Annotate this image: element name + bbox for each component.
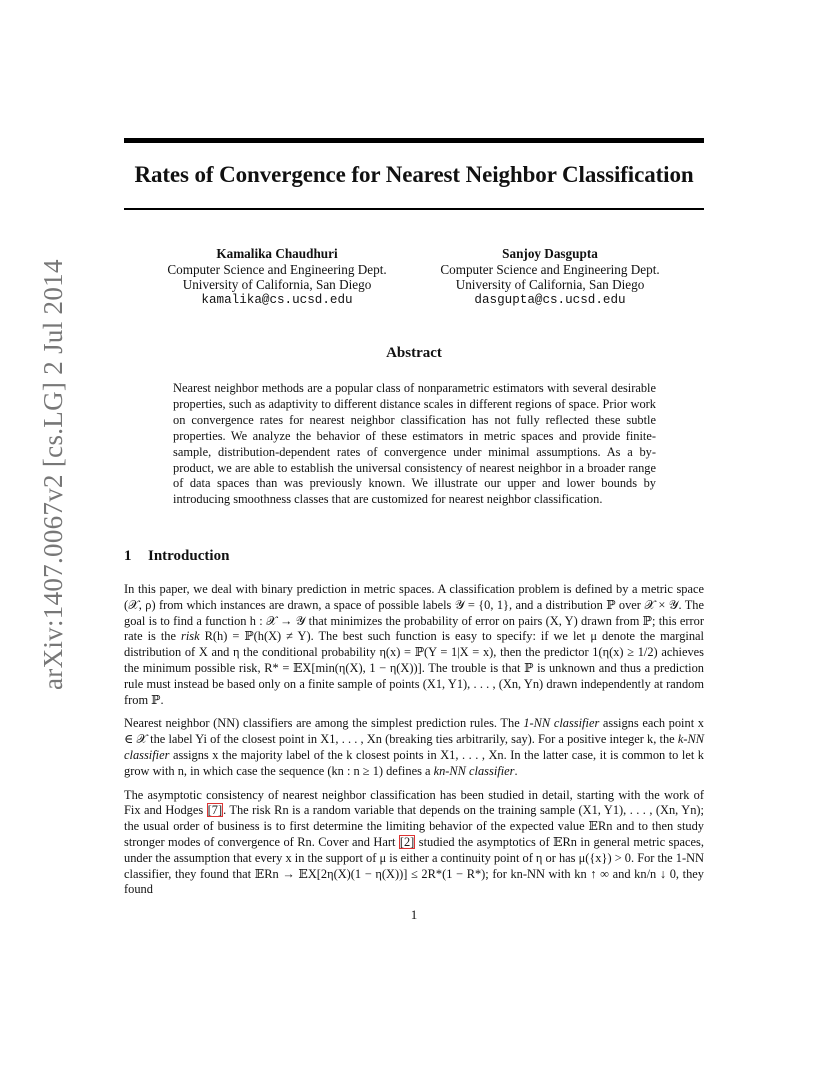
author-block-1: [147, 246, 407, 308]
title-top-rule: [124, 138, 704, 143]
section-title: Introduction: [148, 548, 230, 564]
arxiv-side-stamp: arXiv:1407.0067v2 [cs.LG] 2 Jul 2014: [38, 259, 68, 690]
paragraph-2: [124, 716, 704, 779]
citation-link[interactable]: [2]: [399, 834, 415, 849]
term-1nn: 1-NN classifier: [523, 716, 600, 731]
title-bottom-rule: [124, 208, 704, 210]
author-name: Sanjoy Dasgupta: [502, 246, 598, 261]
text-span: In this paper, we deal with binary prediction in metric spaces. A classification problem is defined by a metric space (𝒳, ρ) from which instances are drawn, a space of possible labels 𝒴 = {0, 1}, and a distribution ℙ over 𝒳 × 𝒴. The goal is to find a function h : 𝒳 → 𝒴 that minimizes the probability of error on pairs (X, Y) drawn from ℙ; this error rate is the: [124, 582, 704, 644]
author-univ: University of California, San Diego: [455, 277, 645, 292]
page-number: 1: [410, 907, 418, 922]
text-span: R(h) = ℙ(h(X) ≠ Y). The best such function is easy to specify: if we let μ denote the marginal distribution of X and η the conditional probability η(x) = ℙ(Y = 1|X = x), then the predictor 1(η(x) ≥ 1/2) achieves the minimum possible risk, R* = 𝔼X[min(η(X), 1 − η(X))]. The trouble is that ℙ is unknown and thus a prediction rule must instead be based only on a finite sample of points (X1, Y1), . . . , (Xn, Yn) drawn independently at random from ℙ.: [124, 629, 704, 707]
text-span: The asymptotic consistency of nearest neighbor classification has been studied in detail, starting with the work of Fix and Hodges: [124, 787, 704, 818]
text-span: .: [514, 763, 518, 778]
text-span: Nearest neighbor (NN) classifiers are among the simplest prediction rules. The: [124, 716, 524, 731]
body-text: [124, 582, 704, 906]
author-dept: Computer Science and Engineering Dept.: [167, 261, 387, 277]
abstract-text: Nearest neighbor methods are a popular class of nonparametric estimators with several desirable properties, such as adaptivity to different distance scales in different regions of space. Prior work on convergence rates for nearest neighbor classification has not fully reflected these subtle properties. We analyze the behavior of these estimators in metric spaces and provide finite-sample, distribution-dependent rates of convergence under minimal assumptions. As a by-product, we are able to establish the universal consistency of nearest neighbor in a broader range of data spaces than was previously known. We illustrate our upper and lower bounds by introducing smoothness classes that are customized for nearest neighbor classification.: [173, 381, 656, 507]
term-risk: risk: [181, 629, 200, 644]
section-number: 1: [124, 548, 132, 564]
paragraph-3: [124, 788, 704, 899]
paper-title: Rates of Convergence for Nearest Neighbor Classification: [134, 162, 694, 187]
text-span: . The risk Rn is a random variable that depends on the training sample (X1, Y1), . . . , (Xn, Yn); the usual order of business is to first determine the limiting behavior of the expected value 𝔼Rn and to then study stronger modes of convergence of Rn. Cover and Hart: [124, 803, 704, 849]
author-name: Kamalika Chaudhuri: [216, 246, 338, 261]
author-block-2: [420, 246, 680, 308]
author-email: dasgupta@cs.ucsd.edu: [474, 292, 626, 307]
paragraph-1: [124, 582, 704, 708]
abstract-heading: Abstract: [386, 345, 442, 361]
citation-link[interactable]: [7]: [207, 803, 223, 818]
author-email: kamalika@cs.ucsd.edu: [201, 292, 353, 307]
term-kn-nn: kn-NN classifier: [433, 763, 515, 778]
text-span: studied the asymptotics of 𝔼Rn in general metric spaces, under the assumption that every x in the support of μ is either a continuity point of η or has μ({x}) > 0. For the 1-NN classifier, they found that 𝔼Rn → 𝔼X[2η(X)(1 − η(X))] ≤ 2R*(1 − R*); for kn-NN with kn ↑ ∞ and kn/n ↓ 0, they found: [124, 834, 704, 897]
text-span: assigns x the majority label of the k closest points in X1, . . . , Xn. In the latter case, it is common to let k grow with n, in which case the sequence (kn : n ≥ 1) defines a: [124, 747, 704, 778]
text-span: assigns each point x ∈ 𝒳 the label Yi of the closest point in X1, . . . , Xn (breaking ties arbitrarily, say). For a positive integer k, the: [124, 716, 704, 747]
author-dept: Computer Science and Engineering Dept.: [440, 261, 660, 277]
section-heading: [124, 548, 229, 565]
author-univ: University of California, San Diego: [182, 277, 372, 292]
term-knn: k-NN classifier: [124, 732, 704, 762]
